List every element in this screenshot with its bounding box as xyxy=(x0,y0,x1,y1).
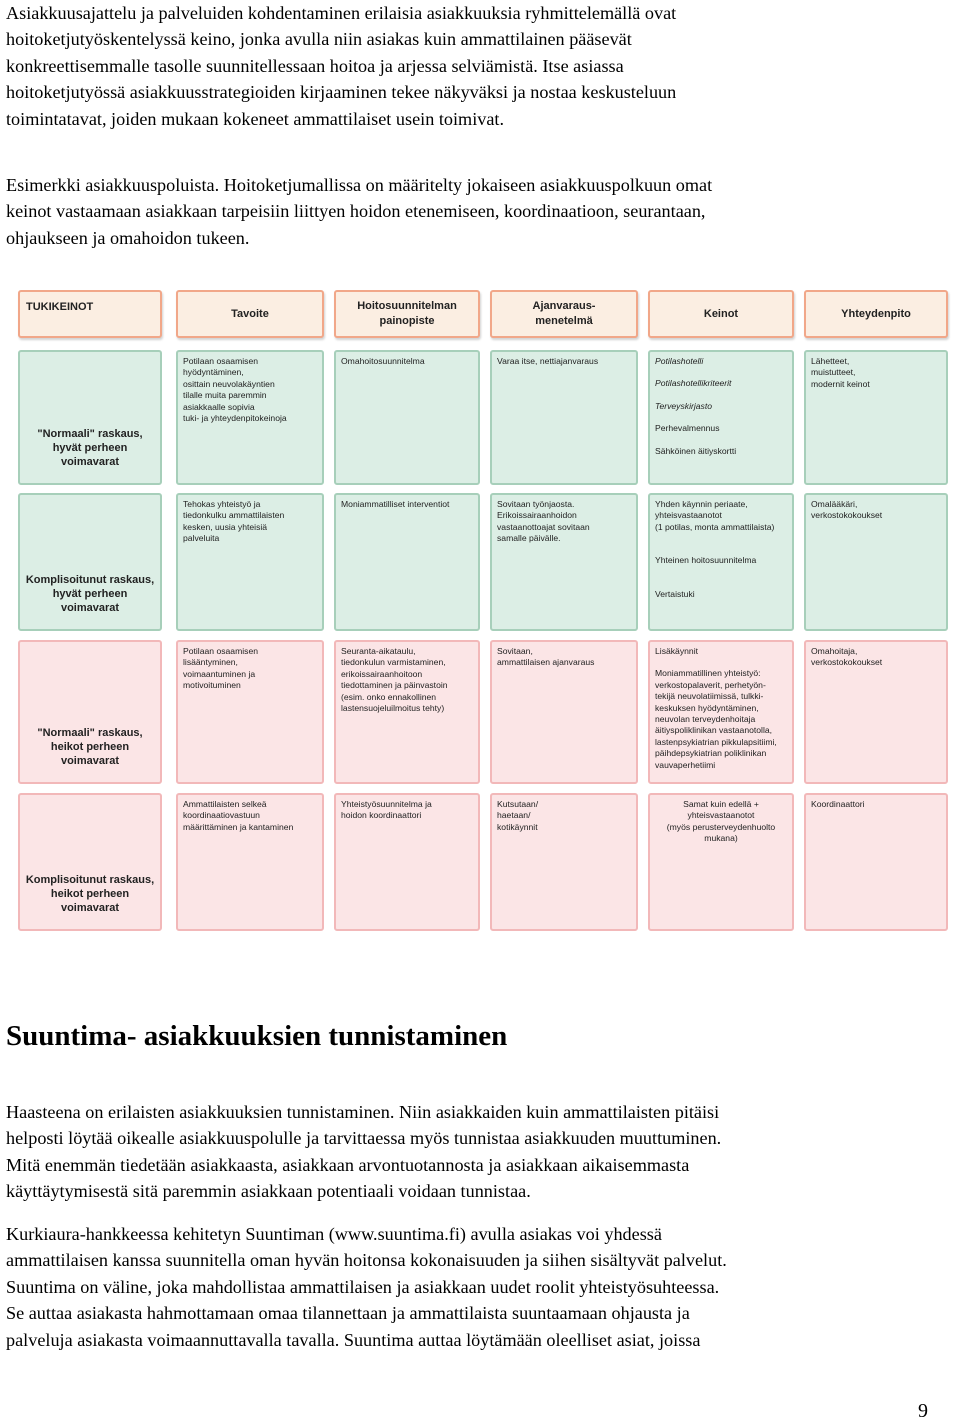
p2-line: Mitä enemmän tiedetään asiakkaasta, asiakkaan arvontuotannosta ja asiakkaan aikaisemmasta xyxy=(6,1154,690,1175)
intro-line: hoitoketjutyössä asiakkuusstrategioiden kirjaaminen tekee näkyväksi ja nostaa keskusteluun xyxy=(6,82,677,103)
cell-tavoite xyxy=(176,640,324,784)
cell-line: Potilaan osaamisen xyxy=(183,356,259,366)
cell-ajanvaraus xyxy=(490,793,638,931)
cell-line: tiedonkulku ammattilaisten xyxy=(183,510,285,521)
cell-line: (myös perusterveydenhuolto xyxy=(666,821,776,832)
header-painopiste: Hoitosuunnitelman painopiste xyxy=(334,290,480,338)
cell-line: kotikäynnit xyxy=(497,821,538,832)
cell-line: voimaantuminen ja xyxy=(183,668,256,679)
cell-keinot xyxy=(648,640,794,784)
cell-line: Sovitaan työnjaosta. xyxy=(497,499,575,509)
cell-line: Samat kuin edellä + xyxy=(683,799,759,809)
row-label-text: "Normaali" raskaus, hyvät perheen voimavarat xyxy=(37,428,143,468)
row-label-text: Komplisoitunut raskaus, hyvät perheen voimavarat xyxy=(25,574,155,614)
cell-keinot xyxy=(648,350,794,485)
cell-line: Lähetteet, xyxy=(811,356,850,366)
cell-line: hyödyntäminen, xyxy=(183,367,244,378)
cell-line: Omalääkäri, xyxy=(811,499,858,509)
p2-line: Haasteena on erilaisten asiakkuuksien tunnistaminen. Niin asiakkaiden kuin ammattilaisten pitäisi xyxy=(6,1102,720,1122)
cell-keinot xyxy=(648,793,794,931)
cell-line: Seuranta-aikataulu, xyxy=(341,646,416,656)
paragraph-challenge xyxy=(6,1099,934,1205)
cell-line: Potilashotelli xyxy=(655,356,704,366)
cell-line: Yhteistyösuunnitelma ja xyxy=(341,799,432,809)
header-tukikeinot: TUKIKEINOT xyxy=(18,290,162,338)
cell-line: tilalle muita paremmin xyxy=(183,390,267,401)
cell-line: verkostokokoukset xyxy=(811,510,883,521)
row-label xyxy=(18,350,162,485)
p3-line: Se auttaa asiakasta hahmottamaan omaa tilannettaan ja ammattilaista suuntaamaan ohjausta ja xyxy=(6,1303,690,1324)
example-line: ohjaukseen ja omahoidon tukeen. xyxy=(6,227,250,248)
p3-line: palveluja asiakasta voimaannuttavalla tavalla. Suuntima auttaa löytämään oleelliset asiat, joissa xyxy=(6,1329,701,1350)
cell-line: Yhden käynnin periaate, xyxy=(655,499,748,509)
row-label xyxy=(18,640,162,784)
p3-line: Kurkiaura-hankkeessa kehitetyn Suuntiman (www.suuntima.fi) avulla asiakas voi yhdessä xyxy=(6,1224,662,1244)
cell-line: Sovitaan, xyxy=(497,646,533,656)
cell-line: lastenpsykiatrian pikkulapsitiimi, xyxy=(655,736,777,747)
cell-line: tekijä neuvolatiimissä, tulkki- xyxy=(655,691,764,702)
cell-line: yhteisvastaanotot xyxy=(655,510,722,521)
cell-line: (1 potilas, monta ammattilaista) xyxy=(655,521,775,532)
intro-line: toimintatavat, joiden mukaan kokeneet ammattilaiset usein toimivat. xyxy=(6,108,505,129)
cell-line: hoidon koordinaattori xyxy=(341,810,422,821)
cell-line: haetaan/ xyxy=(497,810,531,821)
cell-line: modernit keinot xyxy=(811,378,870,389)
cell-line: tuki- ja yhteydenpitokeinoja xyxy=(183,413,287,424)
cell-painopiste xyxy=(334,350,480,485)
intro-paragraph xyxy=(6,0,934,132)
cell-line: määrittäminen ja kantaminen xyxy=(183,821,294,832)
cell-ajanvaraus xyxy=(490,640,638,784)
intro-line: hoitoketjutyöskentelyssä keino, jonka avulla niin asiakas kuin ammattilainen pääsevät xyxy=(6,29,632,50)
cell-line: verkostokokoukset xyxy=(811,657,883,668)
paragraph-suuntima xyxy=(6,1221,934,1353)
header-keinot: Keinot xyxy=(648,290,794,338)
cell-line: Perhevalmennus xyxy=(655,423,720,434)
cell-line: Tehokas yhteistyö ja xyxy=(183,499,261,509)
row-label-text: "Normaali" raskaus, heikot perheen voimavarat xyxy=(37,727,143,767)
cell-line: Terveyskirjasto xyxy=(655,400,712,411)
cell-line: Koordinaattori xyxy=(811,799,865,809)
cell-line: Erikoissairaanhoidon xyxy=(497,510,577,521)
intro-line: Asiakkuusajattelu ja palveluiden kohdentaminen erilaisia asiakkuuksia ryhmittelemällä ovat xyxy=(6,3,677,23)
example-paragraph xyxy=(6,172,934,251)
cell-line: muistutteet, xyxy=(811,367,856,378)
cell-line: Lisäkäynnit xyxy=(655,646,698,656)
example-line: keinot vastaamaan asiakkaan tarpeisiin liittyen hoidon etenemiseen, koordinaatioon, seurantaan, xyxy=(6,201,706,222)
cell-line: Vertaistuki xyxy=(655,588,695,599)
cell-line: asiakkaalle sopivia xyxy=(183,401,255,412)
example-line: Esimerkki asiakkuuspoluista. Hoitoketjumallissa on määritelty jokaiseen asiakkuuspolkuun omat xyxy=(6,175,713,195)
p2-line: helposti löytää oikealle asiakkuuspolulle ja tarvittaessa myös tunnistaa asiakkuuden muuttuminen. xyxy=(6,1128,722,1149)
cell-line: Ammattilaisten selkeä xyxy=(183,799,267,809)
cell-line: tiedottaminen ja päinvastoin xyxy=(341,680,448,691)
cell-line: ammattilaisen ajanvaraus xyxy=(497,657,595,668)
cell-line: verkostopalaverit, perhetyön- xyxy=(655,679,766,690)
cell-line: tiedonkulun varmistaminen, xyxy=(341,657,446,668)
cell-line: erikoissairaanhoitoon xyxy=(341,668,423,679)
cell-line: Omahoitosuunnitelma xyxy=(341,356,425,366)
cell-line: neuvolan terveydenhoitaja xyxy=(655,714,756,725)
cell-line: motivoituminen xyxy=(183,680,241,691)
cell-tavoite xyxy=(176,793,324,931)
cell-yhteydenpito xyxy=(804,640,948,784)
cell-yhteydenpito xyxy=(804,493,948,631)
row-label-text: Komplisoitunut raskaus, heikot perheen voimavarat xyxy=(25,874,155,914)
cell-tavoite xyxy=(176,350,324,485)
cell-line: Moniammatilliset interventiot xyxy=(341,499,450,509)
cell-tavoite xyxy=(176,493,324,631)
row-label xyxy=(18,793,162,931)
cell-line: osittain neuvolakäyntien xyxy=(183,378,275,389)
p3-line: ammattilaisen kanssa suunnitella oman hyvän hoitonsa kokonaisuuden ja siihen sisältyvät palvelut. xyxy=(6,1250,727,1271)
cell-line: yhteisvastaanotot xyxy=(687,810,755,821)
section-heading: Suuntima- asiakkuuksien tunnistaminen xyxy=(6,1020,508,1052)
customer-path-diagram xyxy=(18,288,948,936)
cell-line: päihdepsykiatrian poliklinikan xyxy=(655,748,767,759)
header-ajanvaraus: Ajanvaraus- menetelmä xyxy=(490,290,638,338)
cell-line: lastensuojeluilmoitus tehty) xyxy=(341,703,445,714)
cell-line: Moniammatillinen yhteistyö: xyxy=(655,668,761,679)
cell-line: Potilashotellikriteerit xyxy=(655,378,732,389)
cell-line: Yhteinen hoitosuunnitelma xyxy=(655,555,757,566)
row-label xyxy=(18,493,162,631)
cell-line: mukana) xyxy=(704,833,738,844)
header-yhteydenpito: Yhteydenpito xyxy=(804,290,948,338)
cell-line: koordinaatiovastuun xyxy=(183,810,260,821)
cell-painopiste xyxy=(334,493,480,631)
cell-ajanvaraus xyxy=(490,493,638,631)
cell-yhteydenpito xyxy=(804,350,948,485)
cell-line: lisääntyminen, xyxy=(183,657,238,668)
cell-line: äitiyspoliklinikan vastaanotolla, xyxy=(655,725,773,736)
cell-line: vauvaperhetiimi xyxy=(655,759,716,770)
cell-line: Potilaan osaamisen xyxy=(183,646,259,656)
p2-line: käyttäytymisestä sitä paremmin asiakkaan potentiaali voidaan tunnistaa. xyxy=(6,1181,531,1202)
cell-ajanvaraus xyxy=(490,350,638,485)
cell-line: Omahoitaja, xyxy=(811,646,858,656)
cell-line: samalle päivälle. xyxy=(497,533,561,544)
cell-line: Sähköinen äitiyskortti xyxy=(655,445,737,456)
p3-line: Suuntima on väline, joka mahdollistaa ammattilaisen ja asiakkaan uudet roolit yhteistyösuhteessa. xyxy=(6,1276,720,1297)
page-number: 9 xyxy=(918,1400,928,1422)
intro-line: konkreettisemmalle tasolle suunnitellessaan hoitoa ja arjessa selviämistä. Itse asiassa xyxy=(6,55,624,76)
cell-line: keskuksen hyödyntäminen, xyxy=(655,702,759,713)
cell-line: (esim. onko ennakollinen xyxy=(341,691,437,702)
cell-painopiste xyxy=(334,793,480,931)
cell-line: vastaanottoajat sovitaan xyxy=(497,521,590,532)
cell-line: Varaa itse, nettiajanvaraus xyxy=(497,356,599,366)
header-tavoite: Tavoite xyxy=(176,290,324,338)
cell-painopiste xyxy=(334,640,480,784)
cell-line: Kutsutaan/ xyxy=(497,799,539,809)
cell-line: palveluita xyxy=(183,533,220,544)
cell-keinot xyxy=(648,493,794,631)
cell-line: kesken, uusia yhteisiä xyxy=(183,521,268,532)
cell-yhteydenpito xyxy=(804,793,948,931)
